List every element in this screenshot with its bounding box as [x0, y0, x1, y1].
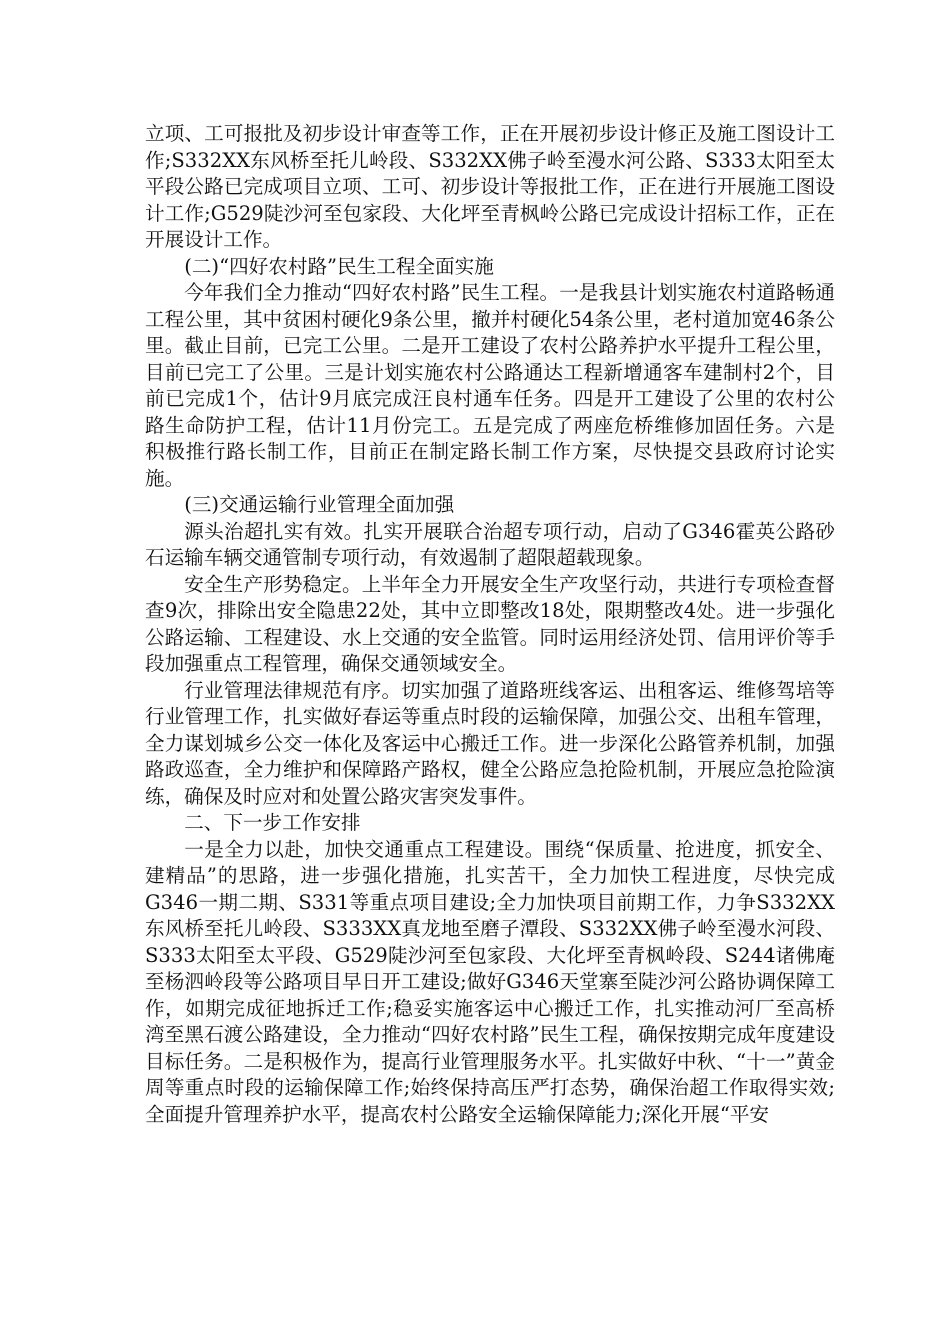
paragraph-industry-regulation: 行业管理法律规范有序。切实加强了道路班线客运、出租客运、维修驾培等行业管理工作，扎实做好春运等重点时段的运输保障，加强公交、出租车管理，全力谋划城乡公交一体化及客运中心搬迁工作。进一步深化公路管养机制，加强路政巡查，全力维护和保障路产路权，健全公路应急抢险机制，开展应急抢险演练，确保及时应对和处置公路灾害突发事件。 — [145, 678, 835, 808]
paragraph-safety-production: 安全生产形势稳定。上半年全力开展安全生产攻坚行动，共进行专项检查督查9次，排除出安全隐患22处，其中立即整改18处，限期整改4处。进一步强化公路运输、工程建设、水上交通的安全监管。同时运用经济处罚、信用评价等手段加强重点工程管理，确保交通领域安全。 — [145, 572, 835, 675]
document-body — [145, 121, 835, 1128]
paragraph-rural-roads: 今年我们全力推动“四好农村路”民生工程。一是我县计划实施农村道路畅通工程公里，其中贫困村硬化9条公里，撤并村硬化54条公里，老村道加宽46条公里。截止目前，已完工公里。二是开工建设了农村公路养护水平提升工程公里，目前已完工了公里。三是计划实施农村公路通达工程新增通客车建制村2个，目前已完成1个，估计9月底完成汪良村通车任务。四是开工建设了公里的农村公路生命防护工程，估计11月份完工。五是完成了两座危桥维修加固任务。六是积极推行路长制工作，目前正在制定路长制工作方案，尽快提交县政府讨论实施。 — [145, 281, 835, 490]
paragraph-continued: 立项、工可报批及初步设计审查等工作，正在开展初步设计修正及施工图设计工作;S332XX东风桥至托儿岭段、S332XX佛子岭至漫水河公路、S333太阳至太平段公路已完成项目立项、工可、初步设计等报批工作，正在进行开展施工图设计工作;G529陡沙河至包家段、大化坪至青枫岭公路已完成设计招标工作，正在开展设计工作。 — [145, 122, 835, 251]
paragraph-next-steps: 一是全力以赴，加快交通重点工程建设。围绕“保质量、抢进度，抓安全、建精品”的思路，进一步强化措施，扎实苦干，全力加快工程进度，尽快完成G346一期二期、S331等重点项目建设;全力加快项目前期工作，力争S332XX东风桥至托儿岭段、S333XX真龙地至磨子潭段、S332XX佛子岭至漫水河段、S333太阳至太平段、G529陡沙河至包家段、大化坪至青枫岭段、S244诸佛庵至杨泗岭段等公路项目早日开工建设;做好G346天堂寨至陡沙河公路协调保障工作，如期完成征地拆迁工作;稳妥实施客运中心搬迁工作，扎实推动河厂至高桥湾至黑石渡公路建设，全力推动“四好农村路”民生工程，确保按期完成年度建设目标任务。二是积极作为，提高行业管理服务水平。扎实做好中秋、“十一”黄金周等重点时段的运输保障工作;始终保持高压严打态势，确保治超工作取得实效;全面提升管理养护水平，提高农村公路安全运输保障能力;深化开展“平安 — [145, 837, 835, 1126]
section-heading-industry-management: (三)交通运输行业管理全面加强 — [184, 493, 455, 516]
section-heading-next-steps: 二、下一步工作安排 — [184, 811, 361, 834]
paragraph-overload-control: 源头治超扎实有效。扎实开展联合治超专项行动，启动了G346霍英公路砂石运输车辆交通管制专项行动，有效遏制了超限超载现象。 — [145, 519, 835, 569]
section-heading-rural-roads: (二)“四好农村路”民生工程全面实施 — [184, 254, 494, 278]
